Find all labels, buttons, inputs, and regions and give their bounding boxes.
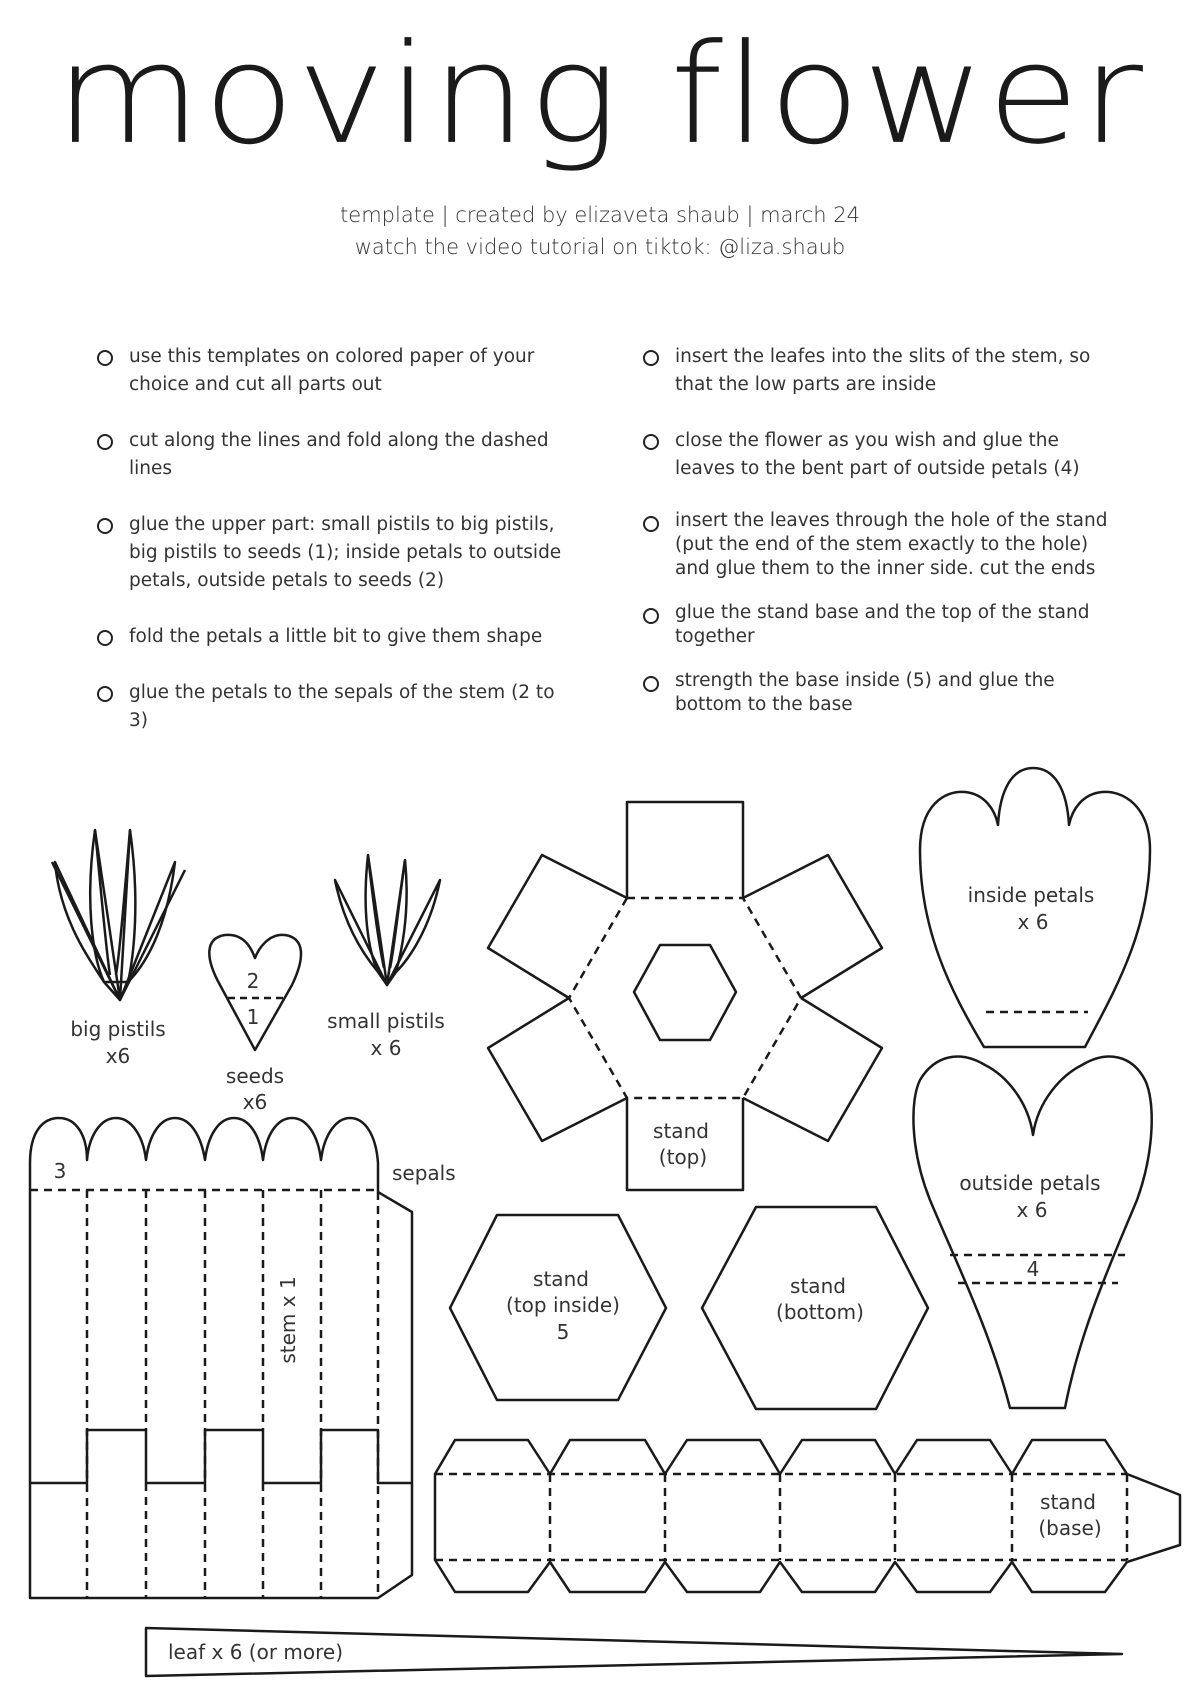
stand-top-inside-sub: (top inside) xyxy=(506,1293,620,1317)
small-pistils-shape xyxy=(335,855,440,985)
stand-bottom-sub: (bottom) xyxy=(776,1300,864,1324)
stand-top-label: stand xyxy=(653,1119,709,1143)
step-10: strength the base inside (5) and glue the bottom to the base xyxy=(643,669,1123,717)
small-pistils-count: x 6 xyxy=(370,1036,402,1060)
big-pistils-shape xyxy=(52,830,185,1000)
sepals-label: sepals xyxy=(392,1161,456,1185)
stand-top-inside-label: stand xyxy=(533,1267,589,1291)
seeds-number-1: 1 xyxy=(246,1005,260,1029)
subtitle-tutorial: watch the video tutorial on tiktok: @liza.shaub xyxy=(354,235,846,259)
inside-petals-shape xyxy=(920,768,1150,1047)
step-8: insert the leaves through the hole of the stand (put the end of the stem exactly to the hole) and glue them to the inner side. cut the ends xyxy=(643,509,1123,581)
stand-bottom-label: stand xyxy=(790,1274,846,1298)
subtitle-credits: template | created by elizaveta shaub | march 24 xyxy=(340,203,860,227)
big-pistils-label: big pistils xyxy=(70,1017,166,1041)
step-1: use this templates on colored paper of your choice and cut all parts out xyxy=(97,343,567,399)
stand-top-inside-number: 5 xyxy=(556,1320,570,1344)
step-2: cut along the lines and fold along the dashed lines xyxy=(97,427,567,483)
seeds-label: seeds xyxy=(225,1064,285,1088)
big-pistils-count: x6 xyxy=(105,1044,131,1068)
seeds-number-2: 2 xyxy=(246,969,260,993)
inside-petals-label: inside petals xyxy=(967,883,1095,907)
step-6: insert the leafes into the slits of the stem, so that the low parts are inside xyxy=(643,343,1123,399)
leaf-label: leaf x 6 (or more) xyxy=(168,1640,344,1664)
outside-petals-number: 4 xyxy=(1026,1257,1040,1281)
stem-shape xyxy=(30,1118,412,1598)
step-3: glue the upper part: small pistils to big pistils, big pistils to seeds (1); inside petals to outside petals, outside petals to seeds (2) xyxy=(97,511,567,595)
step-4: fold the petals a little bit to give them shape xyxy=(97,623,567,651)
outside-petals-shape xyxy=(913,1057,1151,1408)
step-7: close the flower as you wish and glue the leaves to the bent part of outside petals (4) xyxy=(643,427,1123,483)
small-pistils-label: small pistils xyxy=(327,1009,445,1033)
stand-base-sub: (base) xyxy=(1038,1516,1102,1540)
step-9: glue the stand base and the top of the stand together xyxy=(643,601,1123,649)
page-title: moving flower xyxy=(55,14,1145,176)
sepal-number: 3 xyxy=(53,1159,67,1183)
outside-petals-label: outside petals xyxy=(959,1171,1101,1195)
outside-petals-count: x 6 xyxy=(1016,1198,1048,1222)
seeds-count: x6 xyxy=(242,1090,268,1114)
inside-petals-count: x 6 xyxy=(1017,910,1049,934)
stand-base-label: stand xyxy=(1040,1490,1096,1514)
step-5: glue the petals to the sepals of the stem (2 to 3) xyxy=(97,679,567,735)
stand-top-sub: (top) xyxy=(658,1145,708,1169)
stem-label: stem x 1 xyxy=(276,1276,300,1364)
